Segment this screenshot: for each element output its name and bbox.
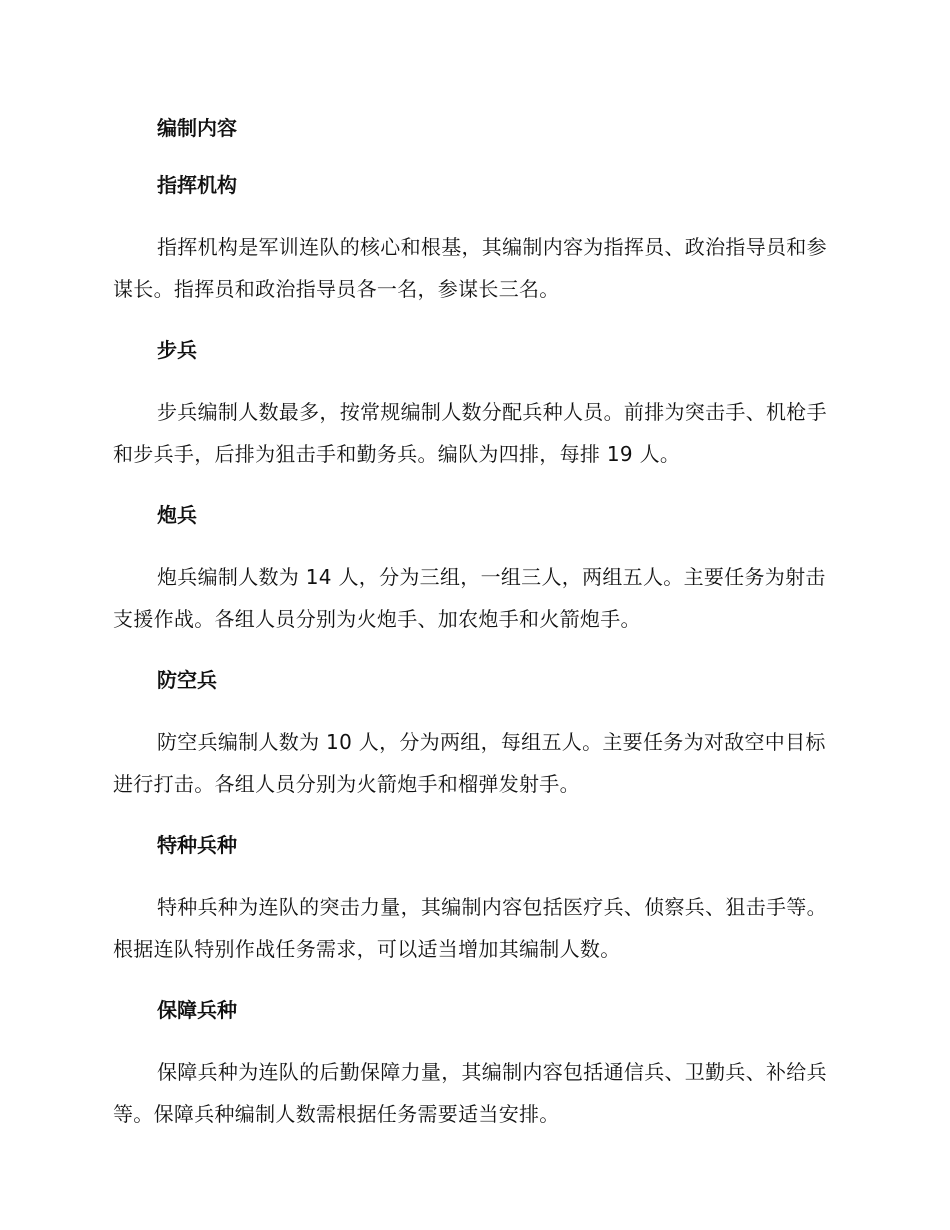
section-body-special-forces: 特种兵种为连队的突击力量，其编制内容包括医疗兵、侦察兵、狙击手等。根据连队特别作战任务需求，可以适当增加其编制人数。	[113, 895, 827, 961]
section-heading-air-defense: 防空兵	[157, 668, 217, 692]
section-body-artillery: 炮兵编制人数为 14 人，分为三组，一组三人，两组五人。主要任务为射击支援作战。各组人员分别为火炮手、加农炮手和火箭炮手。	[113, 565, 826, 631]
section-body-support: 保障兵种为连队的后勤保障力量，其编制内容包括通信兵、卫勤兵、补给兵等。保障兵种编制人数需根据任务需要适当安排。	[113, 1060, 827, 1126]
document-page	[113, 112, 833, 1135]
document-title: 编制内容	[157, 116, 237, 140]
section-heading-support: 保障兵种	[157, 998, 237, 1022]
section-body-infantry: 步兵编制人数最多，按常规编制人数分配兵种人员。前排为突击手、机枪手和步兵手，后排为狙击手和勤务兵。编队为四排，每排 19 人。	[113, 400, 827, 466]
section-body-air-defense: 防空兵编制人数为 10 人，分为两组，每组五人。主要任务为对敌空中目标进行打击。各组人员分别为火箭炮手和榴弹发射手。	[113, 730, 826, 796]
section-heading-command: 指挥机构	[157, 173, 237, 197]
section-body-command: 指挥机构是军训连队的核心和根基，其编制内容为指挥员、政治指导员和参谋长。指挥员和政治指导员各一名，参谋长三名。	[113, 235, 827, 301]
section-heading-special-forces: 特种兵种	[157, 833, 237, 857]
section-heading-infantry: 步兵	[157, 338, 197, 362]
section-heading-artillery: 炮兵	[157, 503, 197, 527]
